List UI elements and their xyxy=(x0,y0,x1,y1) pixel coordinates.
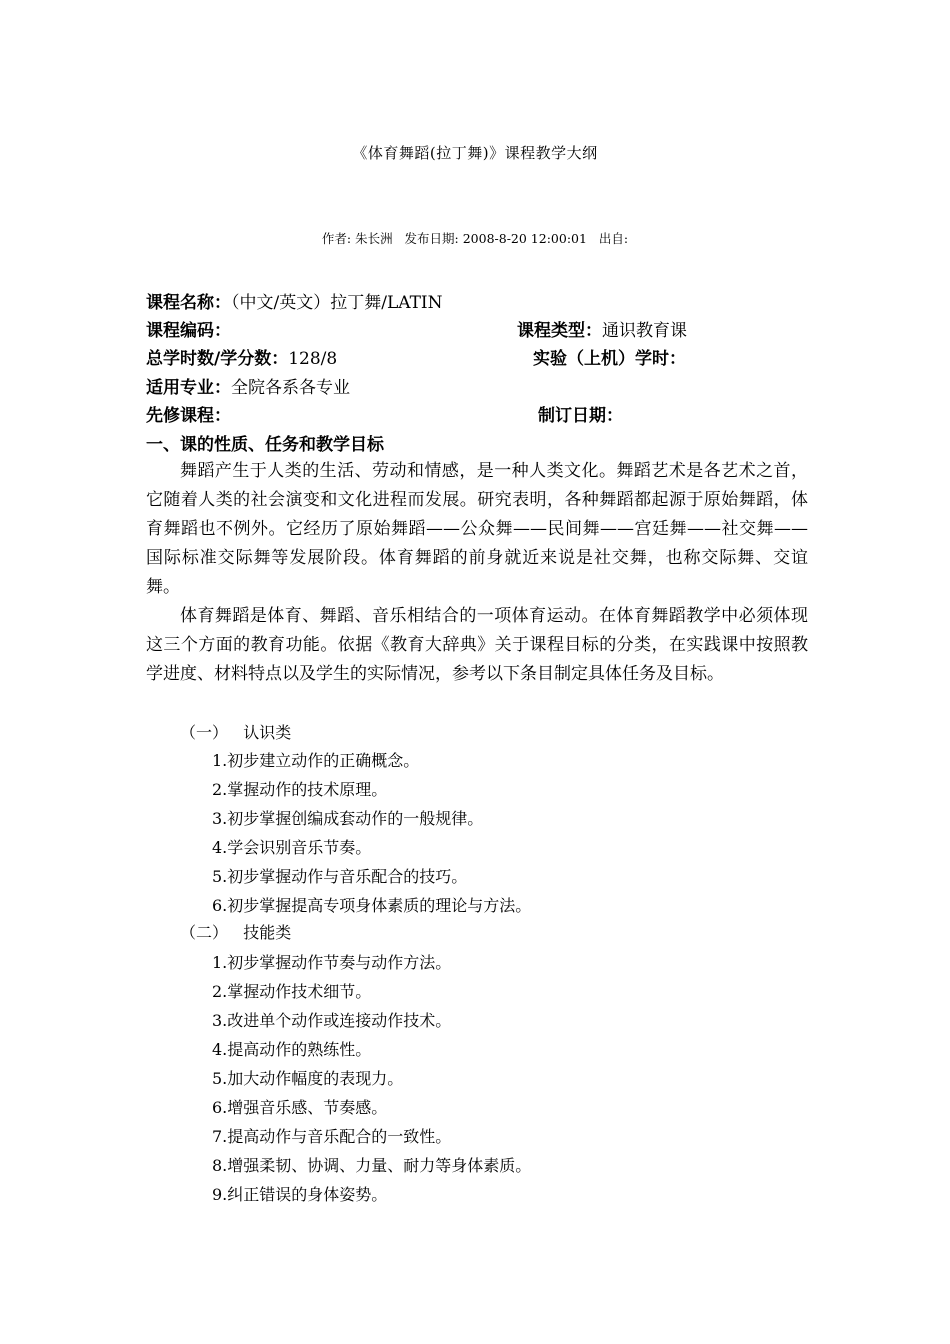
list-item: 3.初步掌握创编成套动作的一般规律。 xyxy=(212,809,484,828)
list-item: 9.纠正错误的身体姿势。 xyxy=(212,1185,388,1204)
lab-hours-field xyxy=(533,348,686,370)
list-item: 5.初步掌握动作与音乐配合的技巧。 xyxy=(212,867,468,886)
lab-hours-label: 实验（上机）学时： xyxy=(533,349,686,369)
skills-list xyxy=(212,948,531,1209)
list-item: 1.初步掌握动作节奏与动作方法。 xyxy=(212,953,452,972)
skills-heading: （二） 技能类 xyxy=(180,923,292,942)
list-item: 6.初步掌握提高专项身体素质的理论与方法。 xyxy=(212,896,532,915)
cognitive-list xyxy=(212,746,531,920)
course-name-value: （中文/英文）拉丁舞/LATIN xyxy=(231,293,443,313)
list-item: 8.增强柔韧、协调、力量、耐力等身体素质。 xyxy=(212,1156,532,1175)
course-code-label: 课程编码： xyxy=(146,321,231,341)
major-field xyxy=(146,377,350,399)
list-item: 4.提高动作的熟练性。 xyxy=(212,1040,372,1059)
list-item: 5.加大动作幅度的表现力。 xyxy=(212,1069,404,1088)
document-meta: 作者: 朱长洲 发布日期: 2008-8-20 12:00:01 出自: xyxy=(321,231,629,246)
course-type-label: 课程类型： xyxy=(517,321,602,341)
course-type-value: 通识教育课 xyxy=(602,321,687,341)
list-item: 1.初步建立动作的正确概念。 xyxy=(212,751,420,770)
list-item: 2.掌握动作技术细节。 xyxy=(212,982,372,1001)
major-label: 适用专业： xyxy=(146,378,231,398)
list-item: 6.增强音乐感、节奏感。 xyxy=(212,1098,388,1117)
cognitive-heading: （一） 认识类 xyxy=(180,723,292,742)
course-code-field xyxy=(146,320,231,342)
hours-credits-field xyxy=(146,348,337,370)
list-item: 4.学会识别音乐节奏。 xyxy=(212,838,372,857)
list-item: 3.改进单个动作或连接动作技术。 xyxy=(212,1011,452,1030)
major-value: 全院各系各专业 xyxy=(231,378,350,398)
hours-credits-label: 总学时数/学分数： xyxy=(146,349,289,369)
date-label: 制订日期： xyxy=(538,406,623,426)
paragraph-goals: 体育舞蹈是体育、舞蹈、音乐相结合的一项体育运动。在体育舞蹈教学中必须体现这三个方面的教育功能。依据《教育大辞典》关于课程目标的分类，在实践课中按照教学进度、材料特点以及学生的实际情况，参考以下条目制定具体任务及目标。 xyxy=(146,606,808,684)
list-item: 2.掌握动作的技术原理。 xyxy=(212,780,388,799)
paragraph-origin: 舞蹈产生于人类的生活、劳动和情感，是一种人类文化。舞蹈艺术是各艺术之首，它随着人类的社会演变和文化进程而发展。研究表明，各种舞蹈都起源于原始舞蹈，体育舞蹈也不例外。它经历了原始舞蹈——公众舞——民间舞——宫廷舞——社交舞——国际标准交际舞等发展阶段。体育舞蹈的前身就近来说是社交舞，也称交际舞、交谊舞。 xyxy=(146,461,808,597)
course-name-label: 课程名称： xyxy=(146,293,231,313)
date-field xyxy=(538,405,623,427)
course-name-field xyxy=(146,292,443,314)
section-heading: 一、课的性质、任务和教学目标 xyxy=(146,435,384,455)
document-title: 《体育舞蹈(拉丁舞)》课程教学大纲 xyxy=(352,144,598,162)
prerequisite-field xyxy=(146,405,231,427)
hours-credits-value: 128/8 xyxy=(288,349,338,369)
prerequisite-label: 先修课程： xyxy=(146,406,231,426)
list-item: 7.提高动作与音乐配合的一致性。 xyxy=(212,1127,452,1146)
course-type-field xyxy=(517,320,687,342)
